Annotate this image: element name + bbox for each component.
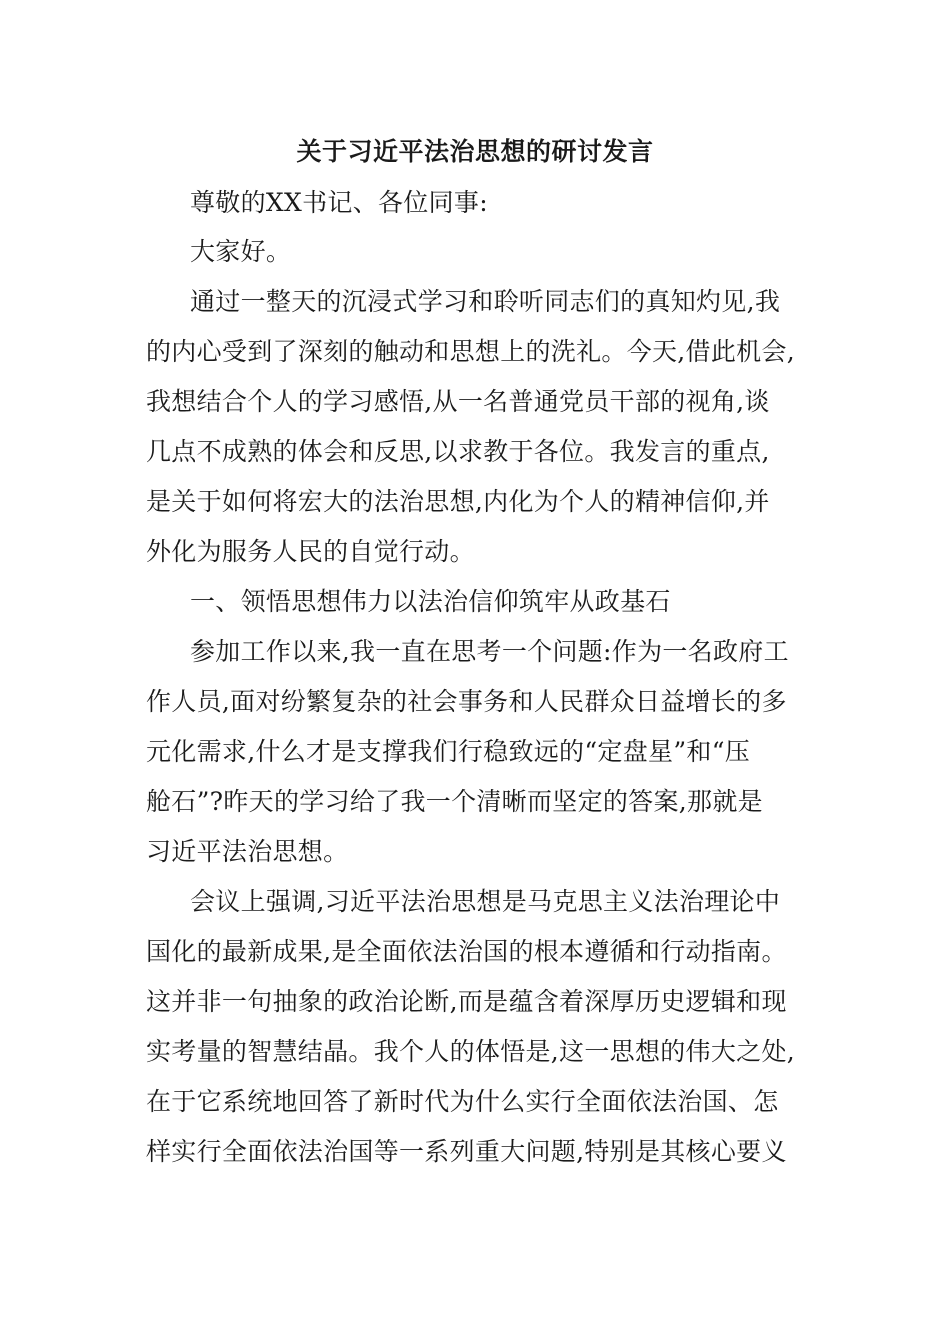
paragraph-line: 是关于如何将宏大的法治思想,内化为个人的精神信仰,并 bbox=[146, 487, 770, 516]
salutation: 尊敬的XX书记、各位同事: bbox=[190, 188, 488, 217]
paragraph-line: 几点不成熟的体会和反思,以求教于各位。我发言的重点, bbox=[146, 437, 770, 466]
paragraph-line: 会议上强调,习近平法治思想是马克思主义法治理论中 bbox=[190, 887, 781, 916]
section-heading: 一、领悟思想伟力以法治信仰筑牢从政基石 bbox=[190, 587, 671, 616]
paragraph-line: 参加工作以来,我一直在思考一个问题:作为一名政府工 bbox=[190, 637, 789, 666]
paragraph-line: 我想结合个人的学习感悟,从一名普通党员干部的视角,谈 bbox=[146, 387, 770, 416]
paragraph-line: 通过一整天的沉浸式学习和聆听同志们的真知灼见,我 bbox=[190, 287, 781, 316]
paragraph-line: 国化的最新成果,是全面依法治国的根本遵循和行动指南。 bbox=[146, 937, 787, 966]
paragraph-line: 外化为服务人民的自觉行动。 bbox=[146, 537, 475, 566]
document-title: 关于习近平法治思想的研讨发言 bbox=[296, 137, 654, 166]
paragraph-line: 舱石”?昨天的学习给了我一个清晰而坚定的答案,那就是 bbox=[146, 787, 763, 816]
paragraph-line: 这并非一句抽象的政治论断,而是蕴含着深厚历史逻辑和现 bbox=[146, 987, 787, 1016]
paragraph-line: 的内心受到了深刻的触动和思想上的洗礼。今天,借此机会, bbox=[146, 337, 795, 366]
paragraph-line: 实考量的智慧结晶。我个人的体悟是,这一思想的伟大之处, bbox=[146, 1037, 795, 1066]
paragraph-line: 元化需求,什么才是支撑我们行稳致远的“定盘星”和“压 bbox=[146, 737, 751, 766]
greeting: 大家好。 bbox=[190, 237, 292, 266]
paragraph-line: 在于它系统地回答了新时代为什么实行全面依法治国、怎 bbox=[146, 1087, 779, 1116]
paragraph-line: 作人员,面对纷繁复杂的社会事务和人民群众日益增长的多 bbox=[146, 687, 787, 716]
paragraph-line: 样实行全面依法治国等一系列重大问题,特别是其核心要义 bbox=[146, 1137, 787, 1166]
paragraph-line: 习近平法治思想。 bbox=[146, 837, 349, 866]
